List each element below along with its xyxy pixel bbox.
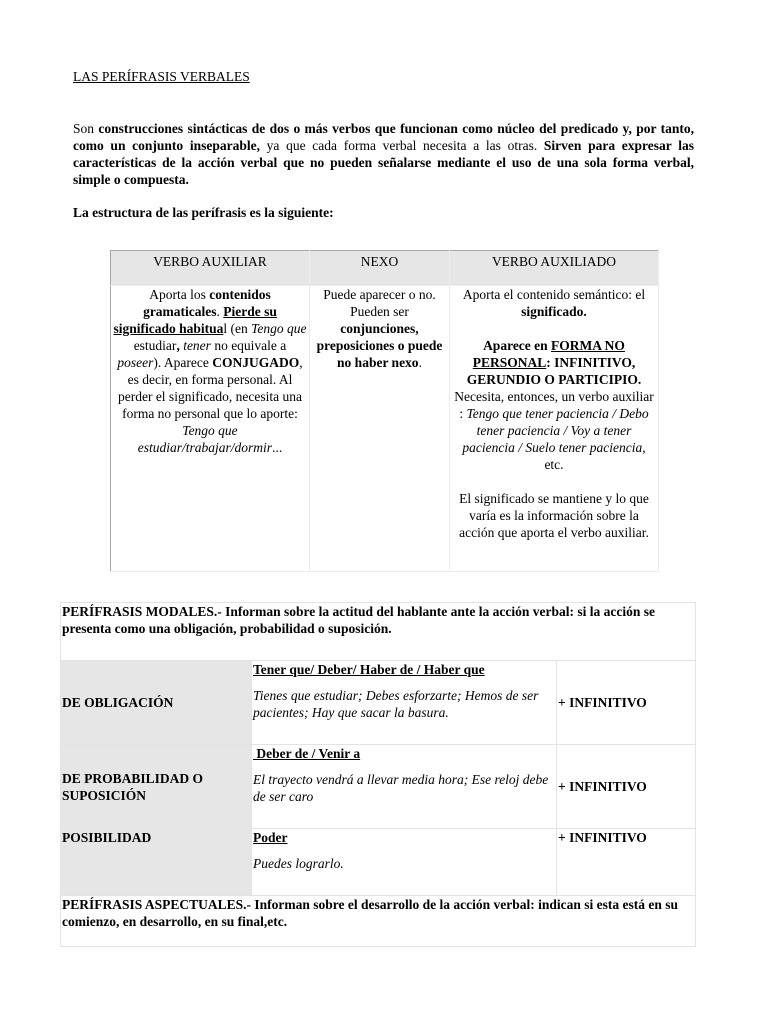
table-row — [61, 829, 696, 896]
row-content — [252, 829, 557, 896]
aux-text: , es decir, en forma personal. Al perder el significado, necesita una forma no personal que lo aporte: — [117, 355, 303, 421]
row-content — [252, 745, 557, 829]
row-suffix: + INFINITIVO — [557, 661, 696, 745]
intro-text-3: ya que cada forma verbal necesita a las otras. — [259, 138, 544, 153]
intro-text-1: Son — [73, 121, 99, 136]
row-example: Tienes que estudiar; Debes esforzarte; Hemos de ser pacientes; Hay que sacar la basura. — [253, 688, 539, 720]
aux-text: poseer — [117, 355, 154, 370]
auxiliado-text: El significado se mantiene y lo que varía es la información sobre la acción que aporta el verbo auxiliar. — [459, 491, 649, 540]
nexo-text: Puede aparecer o no. Pueden ser — [323, 287, 436, 319]
spacer — [452, 320, 656, 337]
row-example: Puedes lograrlo. — [253, 856, 344, 871]
nexo-text: . — [418, 355, 422, 370]
auxiliado-text: Aparece en — [483, 338, 552, 353]
aux-text: ... — [272, 440, 283, 455]
aux-text: CONJUGADO — [212, 355, 300, 370]
aux-example — [113, 422, 307, 456]
intro-text-2: construcciones sintácticas de dos o más verbos que funcionan como núcleo del predicado y, por tanto, como un conjunto inseparable, — [73, 121, 694, 153]
row-label: DE PROBABILIDAD O SUPOSICIÓN — [61, 745, 252, 829]
cell-verbo-auxiliar — [111, 286, 310, 572]
perifrasis-table — [60, 602, 696, 947]
row-pattern: Deber de / Venir a — [253, 746, 361, 761]
aux-text: , — [176, 338, 184, 353]
page-title: LAS PERÍFRASIS VERBALES — [73, 69, 250, 84]
spacer — [452, 473, 656, 490]
aux-text: contenidos gramaticales — [143, 287, 271, 319]
aux-text: Pierde su significado habitua — [113, 304, 277, 336]
structure-header-row — [111, 251, 659, 286]
cell-nexo — [310, 286, 450, 572]
aux-text: Tengo que estudiar/trabajar/dormir — [137, 423, 273, 455]
aux-text: l (en — [223, 321, 252, 336]
auxiliado-text: Aporta el contenido semántico: el — [462, 287, 646, 302]
intro-text-4: Sirven para expresar las características de la acción verbal que no pueden señalarse mediante el uso de una sola forma verbal, simple o compuesta. — [73, 138, 694, 187]
cell-verbo-auxiliado — [450, 286, 659, 572]
row-pattern: Poder — [253, 830, 288, 845]
nexo-text: conjunciones, preposiciones o puede no haber nexo — [316, 321, 443, 370]
row-suffix: + INFINITIVO — [557, 745, 696, 829]
aux-text: tener — [183, 338, 211, 353]
header-nexo: NEXO — [310, 251, 450, 286]
aux-text: no equivale a — [210, 338, 287, 353]
aux-text: Aporta los — [149, 287, 210, 302]
intro-paragraph — [73, 120, 694, 188]
auxiliado-text: FORMA NO PERSONAL — [472, 338, 625, 370]
modales-heading-row — [61, 603, 696, 661]
structure-body-row — [111, 286, 659, 572]
auxiliado-text: , etc. — [544, 440, 646, 472]
row-content — [252, 661, 557, 745]
row-label: DE OBLIGACIÓN — [61, 661, 252, 745]
modales-heading: PERÍFRASIS MODALES.- Informan sobre la actitud del hablante ante la acción verbal: si la acción se presenta como una obligación, probabilidad o suposición. — [61, 603, 696, 661]
table-row — [61, 661, 696, 745]
aspectuales-heading-row — [61, 896, 696, 947]
header-verbo-auxiliar: VERBO AUXILIAR — [111, 251, 310, 286]
header-verbo-auxiliado: VERBO AUXILIADO — [450, 251, 659, 286]
aspectuales-heading: PERÍFRASIS ASPECTUALES.- Informan sobre el desarrollo de la acción verbal: indican si esta está en su comienzo, en desarrollo, en su final,etc. — [61, 896, 696, 947]
structure-intro: La estructura de las perífrasis es la siguiente: — [73, 205, 334, 220]
row-pattern: Tener que/ Deber/ Haber de / Haber que — [253, 662, 485, 677]
auxiliado-text: Tengo que tener paciencia / Debo tener paciencia / Voy a tener paciencia / Suelo tener paciencia — [462, 406, 649, 455]
row-suffix: + INFINITIVO — [557, 829, 696, 896]
aux-text: Tengo que — [251, 321, 307, 336]
auxiliado-text: Necesita, entonces, un verbo auxiliar : — [454, 389, 654, 421]
auxiliado-text: significado. — [521, 304, 587, 319]
structure-table — [110, 250, 659, 572]
auxiliado-text: : INFINITIVO, GERUNDIO O PARTICIPIO. — [466, 355, 642, 387]
aux-text: ). Aparece — [153, 355, 213, 370]
row-example: El trayecto vendrá a llevar media hora; Ese reloj debe de ser caro — [253, 772, 549, 804]
row-label: POSIBILIDAD — [61, 829, 252, 896]
aux-text: . — [216, 304, 224, 319]
aux-text: estudiar — [133, 338, 177, 353]
table-row — [61, 745, 696, 829]
